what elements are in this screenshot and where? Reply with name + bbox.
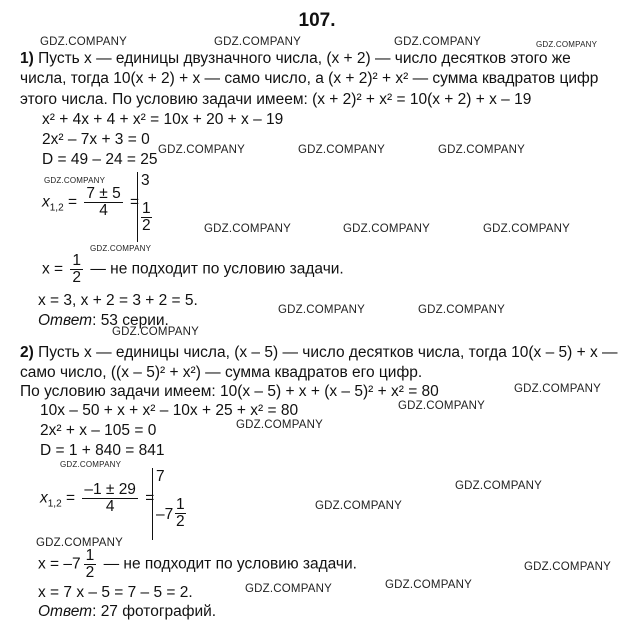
p1-reject-den: 2	[72, 269, 82, 286]
p2-x-var: x	[40, 489, 48, 507]
p2-eq-2: 2x² + x – 105 = 0	[40, 422, 157, 439]
p1-x-var: x	[42, 193, 50, 211]
p1-roots-formula: $x_{1,2}$ = $\frac{7 \pm 5}{4}$ =	[42, 185, 140, 219]
p1-root-2-den: 2	[142, 217, 151, 234]
watermark: GDZ.COMPANY	[524, 561, 611, 573]
watermark: GDZ.COMPANY	[90, 244, 152, 253]
p1-x-sub: 1,2	[49, 202, 64, 214]
p2-eq-3: D = 1 + 840 = 841	[40, 442, 165, 459]
p2-answer-label: Ответ	[38, 603, 93, 620]
p2-text-1: Пусть x — единицы числа, (x – 5) — число десятков числа, тогда 10(x – 5) + x —	[38, 344, 618, 361]
p2-reject-num: 1	[85, 547, 95, 564]
p2-root-2-int: –7	[156, 506, 174, 523]
p2-root-2-den: 2	[176, 513, 185, 530]
p1-root-1: 3	[141, 172, 150, 189]
watermark: GDZ.COMPANY	[158, 144, 245, 156]
p1-reject-num: 1	[72, 252, 82, 269]
p2-answer-text: : 27 фотографий.	[92, 603, 217, 620]
p1-reject-text: — не подходит по условию задачи.	[90, 260, 344, 278]
p1-root-2	[141, 201, 152, 234]
p2-reject-den: 2	[85, 564, 95, 581]
p2-reject-text: — не подходит по условию задачи.	[103, 555, 357, 573]
p1-reject-lhs: x =	[42, 260, 64, 278]
watermark: GDZ.COMPANY	[236, 419, 323, 431]
watermark: GDZ.COMPANY	[214, 36, 301, 48]
watermark: GDZ.COMPANY	[60, 460, 122, 469]
p2-roots-formula: $x_{1,2}$ = $\frac{-1 \pm 29}{4}$ =	[40, 481, 155, 515]
watermark: GDZ.COMPANY	[483, 223, 570, 235]
p1-number: 1)	[20, 50, 34, 67]
watermark: GDZ.COMPANY	[398, 400, 485, 412]
p1-text-1: Пусть x — единицы двузначного числа, (x + 2) — число десятков этого же	[38, 50, 571, 67]
p2-roots-bracket	[152, 468, 153, 540]
p1-line-3: этого числа. По условию задачи имеем: (x + 2)² + x² = 10(x + 2) + x – 19	[20, 91, 532, 108]
watermark: GDZ.COMPANY	[315, 500, 402, 512]
p1-line-1	[20, 50, 571, 68]
p1-root-fraction	[84, 186, 122, 219]
p1-fraction-den: 4	[99, 202, 108, 219]
p1-eq-2: 2x² – 7x + 3 = 0	[42, 131, 150, 148]
p1-root-2-num: 1	[142, 200, 151, 217]
p2-root-1: 7	[156, 468, 165, 485]
p2-line-3: По условию задачи имеем: 10(x – 5) + x + (x – 5)² + x² = 80	[20, 383, 439, 400]
p2-line-2: само число, ((x – 5)² + x²) — сумма квадратов его цифр.	[20, 364, 423, 381]
p1-reject-fraction	[70, 253, 83, 286]
p1-reject	[42, 253, 344, 286]
p1-roots-bracket	[137, 172, 138, 242]
p2-reject	[38, 548, 357, 581]
watermark: GDZ.COMPANY	[245, 583, 332, 595]
p1-eq-1: x² + 4x + 4 + x² = 10x + 20 + x – 19	[42, 111, 284, 128]
p2-result: x = 7 x – 5 = 7 – 5 = 2.	[38, 584, 193, 601]
watermark: GDZ.COMPANY	[278, 304, 365, 316]
p1-eq-3: D = 49 – 24 = 25	[42, 151, 158, 168]
watermark: GDZ.COMPANY	[536, 40, 598, 49]
p1-result: x = 3, x + 2 = 3 + 2 = 5.	[38, 292, 198, 309]
p1-fraction-num: 7 ± 5	[86, 185, 121, 202]
watermark: GDZ.COMPANY	[343, 223, 430, 235]
p2-reject-fraction	[84, 548, 97, 581]
p2-number: 2)	[20, 344, 34, 361]
watermark: GDZ.COMPANY	[418, 304, 505, 316]
p2-line-1	[20, 344, 618, 362]
p2-reject-lhs: x = –7	[38, 555, 81, 573]
p2-fraction-num: –1 ± 29	[84, 481, 136, 498]
problem-number: 107.	[298, 10, 336, 31]
p2-answer	[38, 603, 216, 621]
p2-eq-1: 10x – 50 + x + x² – 10x + 25 + x² = 80	[40, 402, 299, 419]
p2-root-2-num: 1	[176, 496, 185, 513]
watermark: GDZ.COMPANY	[394, 36, 481, 48]
watermark: GDZ.COMPANY	[44, 176, 106, 185]
watermark: GDZ.COMPANY	[112, 326, 199, 338]
p2-root-fraction	[82, 482, 138, 515]
watermark: GDZ.COMPANY	[514, 383, 601, 395]
watermark: GDZ.COMPANY	[385, 579, 472, 591]
p1-answer-label: Ответ	[38, 312, 93, 329]
watermark: GDZ.COMPANY	[455, 480, 542, 492]
p2-root-2	[175, 497, 186, 530]
p2-fraction-den: 4	[105, 498, 115, 515]
watermark: GDZ.COMPANY	[298, 144, 385, 156]
p1-line-2: числа, тогда 10(x + 2) + x — само число, а (x + 2)² + x² — сумма квадратов цифр	[20, 70, 599, 87]
watermark: GDZ.COMPANY	[438, 144, 525, 156]
watermark: GDZ.COMPANY	[36, 537, 123, 549]
p1-answer-text: : 53 серии.	[92, 312, 169, 329]
p2-x-sub: 1,2	[47, 498, 62, 510]
watermark: GDZ.COMPANY	[40, 36, 127, 48]
watermark: GDZ.COMPANY	[204, 223, 291, 235]
